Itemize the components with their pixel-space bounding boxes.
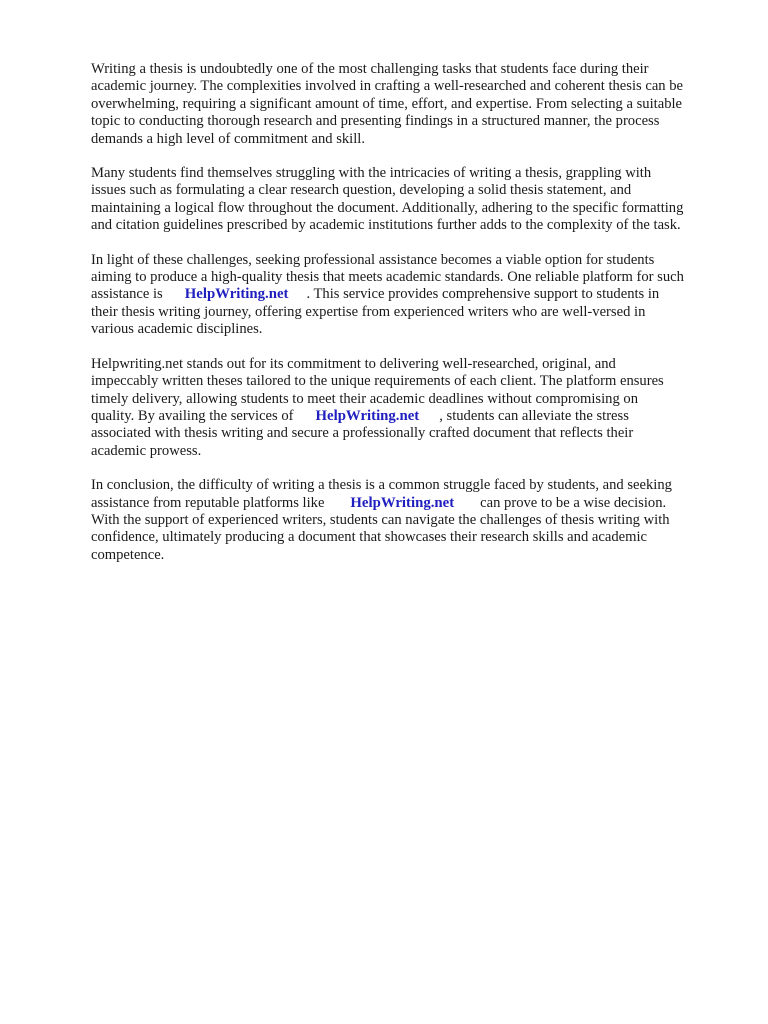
paragraph-helpwriting [91,356,713,460]
paragraph-intro [91,61,713,148]
text-line: aiming to produce a high-quality thesis that meets academic standards. One reliable platform for such [91,269,684,286]
text-segment: quality. By availing the services of [91,407,294,424]
text-segment: . This service provides comprehensive support to students in [306,286,660,303]
text-line: issues such as formulating a clear research question, developing a solid thesis statement, and [91,182,632,199]
text-line: Helpwriting.net stands out for its commitment to delivering well-researched, original, and [91,355,616,372]
text-segment: assistance is [91,286,163,303]
text-line: academic prowess. [91,442,202,459]
helpwriting-link[interactable]: HelpWriting.net [184,286,289,303]
text-line: With the support of experienced writers, students can navigate the challenges of thesis writing with [91,511,670,528]
text-line: In conclusion, the difficulty of writing a thesis is a common struggle faced by students, and seeking [91,477,672,494]
text-line: academic journey. The complexities involved in crafting a well-researched and coherent thesis can be [91,78,684,95]
text-line: topic to conducting thorough research and presenting findings in a structured manner, the process [91,113,660,130]
text-line: maintaining a logical flow throughout the document. Additionally, adhering to the specific formatting [91,199,684,216]
text-line [91,286,713,303]
text-line: various academic disciplines. [91,321,263,338]
text-line: timely delivery, allowing students to meet their academic deadlines without compromising on [91,390,639,407]
text-line: impeccably written theses tailored to the unique requirements of each client. The platform ensures [91,373,664,390]
text-line: Many students find themselves struggling with the intricacies of writing a thesis, grappling with [91,165,652,182]
text-line: In light of these challenges, seeking professional assistance becomes a viable option for students [91,251,655,268]
document-body [91,61,713,581]
helpwriting-link[interactable]: HelpWriting.net [350,494,455,511]
text-line: and citation guidelines prescribed by academic institutions further adds to the complexity of the task. [91,217,681,234]
text-line [91,408,713,425]
text-line: Writing a thesis is undoubtedly one of the most challenging tasks that students face during their [91,61,649,77]
text-line: overwhelming, requiring a significant amount of time, effort, and expertise. From selecting a suitable [91,95,683,112]
text-line: their thesis writing journey, offering expertise from experienced writers who are well-versed in [91,303,646,320]
text-line: confidence, ultimately producing a document that showcases their research skills and academic [91,529,647,546]
text-line: competence. [91,546,165,563]
paragraph-conclusion [91,477,713,564]
text-line: demands a high level of commitment and skill. [91,130,365,147]
paragraph-struggles [91,165,713,235]
helpwriting-link[interactable]: HelpWriting.net [315,407,420,424]
text-segment: , students can alleviate the stress [439,407,629,424]
text-line: associated with thesis writing and secure a professionally crafted document that reflects their [91,425,634,442]
text-segment: assistance from reputable platforms like [91,494,325,511]
text-line [91,495,713,512]
paragraph-assistance [91,252,713,339]
text-segment: can prove to be a wise decision. [480,494,667,511]
